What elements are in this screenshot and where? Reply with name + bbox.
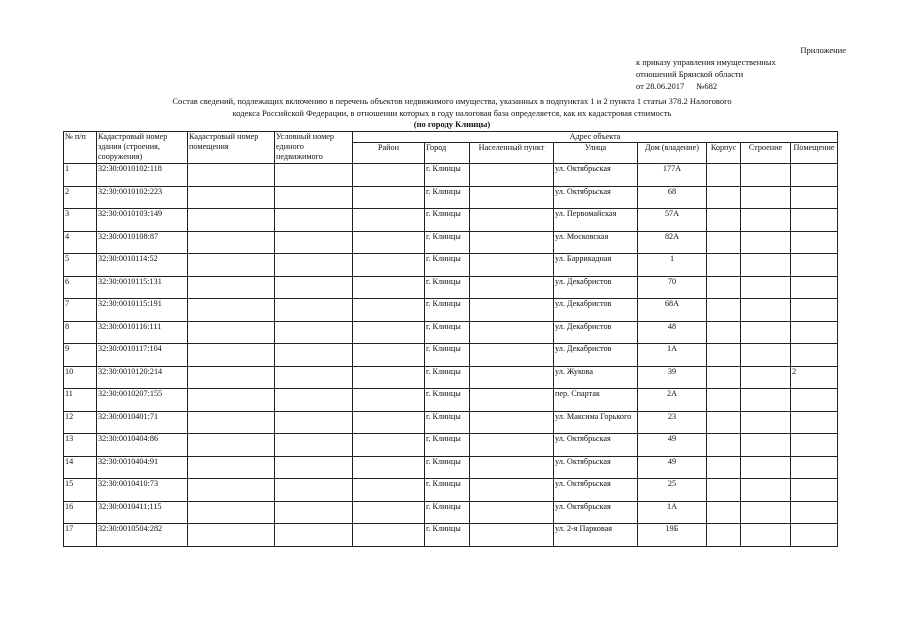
order-number: №682 [696,81,718,91]
address-group-header: Адрес объекта [353,132,838,143]
premises-cadastral-number-cell [188,479,275,502]
table-row [64,434,838,457]
building-cadastral-number-cell: 32:30:0010120:214 [97,366,188,389]
house-number-cell: 2А [638,389,707,412]
structure-cell [741,456,791,479]
building-cadastral-number-cell: 32:30:0010504:282 [97,524,188,547]
district-cell [353,276,425,299]
table-row [64,209,838,232]
property-table [63,131,838,547]
conditional-number-cell [275,501,353,524]
building-cadastral-number-cell: 32:30:0010207:155 [97,389,188,412]
premises-cadastral-number-cell [188,186,275,209]
row-number-cell: 13 [64,434,97,457]
street-cell: ул. Декабристов [554,299,638,322]
row-number-cell: 12 [64,411,97,434]
conditional-number-cell [275,164,353,187]
house-number-cell: 70 [638,276,707,299]
row-number-cell: 9 [64,344,97,367]
col-korpus-header: Корпус [707,143,741,164]
room-number-cell [791,209,838,232]
table-row [64,231,838,254]
settlement-cell [470,231,554,254]
city-cell: г. Клинцы [425,434,470,457]
settlement-cell [470,411,554,434]
korpus-cell [707,186,741,209]
order-date: от 28.06.2017 [636,81,685,91]
korpus-cell [707,164,741,187]
district-cell [353,501,425,524]
row-number-cell: 17 [64,524,97,547]
street-cell: ул. Октябрьская [554,186,638,209]
building-cadastral-number-cell: 32:30:0010115:131 [97,276,188,299]
col-street-header: Улица [554,143,638,164]
building-cadastral-number-cell: 32:30:0010102:118 [97,164,188,187]
room-number-cell [791,456,838,479]
building-cadastral-number-cell: 32:30:0010404:86 [97,434,188,457]
district-cell [353,434,425,457]
district-cell [353,389,425,412]
district-cell [353,456,425,479]
room-number-cell [791,231,838,254]
table-row [64,366,838,389]
conditional-number-cell [275,209,353,232]
settlement-cell [470,479,554,502]
settlement-cell [470,501,554,524]
structure-cell [741,209,791,232]
settlement-cell [470,456,554,479]
table-row [64,479,838,502]
premises-cadastral-number-cell [188,231,275,254]
room-number-cell [791,276,838,299]
structure-cell [741,479,791,502]
row-number-cell: 15 [64,479,97,502]
settlement-cell [470,254,554,277]
col-num-header: № п/п [64,132,97,164]
document-heading [110,96,794,131]
korpus-cell [707,276,741,299]
house-number-cell: 82А [638,231,707,254]
premises-cadastral-number-cell [188,276,275,299]
settlement-cell [470,366,554,389]
city-cell: г. Клинцы [425,411,470,434]
street-cell: ул. Первомайская [554,209,638,232]
korpus-cell [707,434,741,457]
house-number-cell: 49 [638,456,707,479]
korpus-cell [707,231,741,254]
house-number-cell: 177А [638,164,707,187]
building-cadastral-number-cell: 32:30:0010108:87 [97,231,188,254]
district-cell [353,321,425,344]
district-cell [353,231,425,254]
room-number-cell [791,524,838,547]
premises-cadastral-number-cell [188,254,275,277]
settlement-cell [470,344,554,367]
heading-city: (по городу Клинцы) [413,119,491,129]
street-cell: ул. Октябрьская [554,456,638,479]
korpus-cell [707,524,741,547]
appendix-order-ref [636,80,846,92]
city-cell: г. Клинцы [425,186,470,209]
building-cadastral-number-cell: 32:30:0010117:104 [97,344,188,367]
structure-cell [741,411,791,434]
col-structure-header: Строение [741,143,791,164]
city-cell: г. Клинцы [425,209,470,232]
house-number-cell: 48 [638,321,707,344]
conditional-number-cell [275,456,353,479]
building-cadastral-number-cell: 32:30:0010116:111 [97,321,188,344]
room-number-cell [791,501,838,524]
house-number-cell: 25 [638,479,707,502]
city-cell: г. Клинцы [425,479,470,502]
city-cell: г. Клинцы [425,231,470,254]
col-building-cad-header: Кадастровый номер здания (строения, сооружения) [97,132,188,164]
row-number-cell: 5 [64,254,97,277]
room-number-cell [791,344,838,367]
building-cadastral-number-cell: 32:30:0010114:52 [97,254,188,277]
structure-cell [741,321,791,344]
house-number-cell: 49 [638,434,707,457]
row-number-cell: 7 [64,299,97,322]
structure-cell [741,254,791,277]
korpus-cell [707,479,741,502]
street-cell: ул. 2-я Парковая [554,524,638,547]
row-number-cell: 11 [64,389,97,412]
conditional-number-cell [275,254,353,277]
room-number-cell [791,411,838,434]
room-number-cell [791,254,838,277]
table-row [64,321,838,344]
premises-cadastral-number-cell [188,501,275,524]
premises-cadastral-number-cell [188,366,275,389]
korpus-cell [707,389,741,412]
col-premises-cad-header: Кадастровый номер помещения [188,132,275,164]
heading-line-2: кодекса Российской Федерации, в отношении которых в году налоговая база определяется, как их кадастровая стоимость [232,107,672,118]
appendix-block [636,44,846,92]
district-cell [353,344,425,367]
structure-cell [741,501,791,524]
korpus-cell [707,299,741,322]
house-number-cell: 68 [638,186,707,209]
structure-cell [741,434,791,457]
conditional-number-cell [275,186,353,209]
district-cell [353,524,425,547]
district-cell [353,299,425,322]
row-number-cell: 16 [64,501,97,524]
table-row [64,524,838,547]
district-cell [353,164,425,187]
settlement-cell [470,389,554,412]
appendix-order-line: к приказу управления имущественных [636,57,776,67]
structure-cell [741,344,791,367]
conditional-number-cell [275,411,353,434]
settlement-cell [470,299,554,322]
row-number-cell: 2 [64,186,97,209]
korpus-cell [707,254,741,277]
house-number-cell: 1А [638,501,707,524]
house-number-cell: 1 [638,254,707,277]
district-cell [353,254,425,277]
korpus-cell [707,456,741,479]
premises-cadastral-number-cell [188,321,275,344]
city-cell: г. Клинцы [425,524,470,547]
house-number-cell: 19Б [638,524,707,547]
structure-cell [741,524,791,547]
conditional-number-cell [275,389,353,412]
row-number-cell: 3 [64,209,97,232]
table-row [64,254,838,277]
house-number-cell: 1А [638,344,707,367]
conditional-number-cell [275,276,353,299]
room-number-cell [791,389,838,412]
table-row [64,186,838,209]
house-number-cell: 39 [638,366,707,389]
table-row [64,344,838,367]
col-city-header: Город [425,143,470,164]
row-number-cell: 6 [64,276,97,299]
row-number-cell: 1 [64,164,97,187]
table-row [64,299,838,322]
structure-cell [741,366,791,389]
room-number-cell [791,299,838,322]
table-row [64,276,838,299]
street-cell: ул. Московская [554,231,638,254]
premises-cadastral-number-cell [188,434,275,457]
table-row [64,411,838,434]
conditional-number-cell [275,479,353,502]
building-cadastral-number-cell: 32:30:0010410:73 [97,479,188,502]
conditional-number-cell [275,344,353,367]
col-district-header: Район [353,143,425,164]
street-cell: ул. Декабристов [554,344,638,367]
settlement-cell [470,524,554,547]
district-cell [353,186,425,209]
conditional-number-cell [275,299,353,322]
table-header-row [64,132,838,143]
settlement-cell [470,209,554,232]
street-cell: ул. Баррикадная [554,254,638,277]
col-house-header: Дом (владение) [638,143,707,164]
settlement-cell [470,321,554,344]
district-cell [353,479,425,502]
korpus-cell [707,501,741,524]
structure-cell [741,389,791,412]
street-cell: ул. Максима Горького [554,411,638,434]
structure-cell [741,276,791,299]
table-row [64,501,838,524]
building-cadastral-number-cell: 32:30:0010411:115 [97,501,188,524]
building-cadastral-number-cell: 32:30:0010401:71 [97,411,188,434]
premises-cadastral-number-cell [188,456,275,479]
street-cell: ул. Октябрьская [554,434,638,457]
settlement-cell [470,434,554,457]
premises-cadastral-number-cell [188,524,275,547]
room-number-cell [791,321,838,344]
house-number-cell: 68А [638,299,707,322]
city-cell: г. Клинцы [425,276,470,299]
korpus-cell [707,344,741,367]
korpus-cell [707,366,741,389]
settlement-cell [470,276,554,299]
street-cell: ул. Жукова [554,366,638,389]
korpus-cell [707,411,741,434]
room-number-cell [791,186,838,209]
row-number-cell: 14 [64,456,97,479]
room-number-cell: 2 [791,366,838,389]
house-number-cell: 23 [638,411,707,434]
settlement-cell [470,186,554,209]
building-cadastral-number-cell: 32:30:0010404:91 [97,456,188,479]
street-cell: ул. Декабристов [554,321,638,344]
street-cell: ул. Октябрьская [554,479,638,502]
city-cell: г. Клинцы [425,299,470,322]
room-number-cell [791,434,838,457]
conditional-number-cell [275,524,353,547]
korpus-cell [707,209,741,232]
row-number-cell: 8 [64,321,97,344]
house-number-cell: 57А [638,209,707,232]
structure-cell [741,231,791,254]
district-cell [353,209,425,232]
table-row [64,164,838,187]
structure-cell [741,164,791,187]
table-row [64,456,838,479]
col-room-header: Помещение [791,143,838,164]
building-cadastral-number-cell: 32:30:0010102:223 [97,186,188,209]
city-cell: г. Клинцы [425,366,470,389]
district-cell [353,411,425,434]
premises-cadastral-number-cell [188,164,275,187]
district-cell [353,366,425,389]
street-cell: ул. Октябрьская [554,501,638,524]
appendix-dept-line: отношений Брянской области [636,69,744,79]
col-settlement-header: Населенный пункт [470,143,554,164]
col-conditional-header: Условный номер единого недвижимого [275,132,353,164]
premises-cadastral-number-cell [188,344,275,367]
row-number-cell: 4 [64,231,97,254]
settlement-cell [470,164,554,187]
premises-cadastral-number-cell [188,299,275,322]
city-cell: г. Клинцы [425,254,470,277]
room-number-cell [791,479,838,502]
conditional-number-cell [275,434,353,457]
city-cell: г. Клинцы [425,456,470,479]
premises-cadastral-number-cell [188,389,275,412]
table-row [64,389,838,412]
building-cadastral-number-cell: 32:30:0010115:191 [97,299,188,322]
street-cell: пер. Спартак [554,389,638,412]
premises-cadastral-number-cell [188,411,275,434]
premises-cadastral-number-cell [188,209,275,232]
structure-cell [741,299,791,322]
city-cell: г. Клинцы [425,321,470,344]
row-number-cell: 10 [64,366,97,389]
conditional-number-cell [275,366,353,389]
street-cell: ул. Декабристов [554,276,638,299]
street-cell: ул. Октябрьская [554,164,638,187]
building-cadastral-number-cell: 32:30:0010103:149 [97,209,188,232]
city-cell: г. Клинцы [425,164,470,187]
korpus-cell [707,321,741,344]
city-cell: г. Клинцы [425,344,470,367]
heading-line-1: Состав сведений, подлежащих включению в перечень объектов недвижимого имущества, указанных в подпунктах 1 и 2 пункта 1 статьи 378.2 Налогового [172,96,732,106]
appendix-label: Приложение [800,45,846,55]
conditional-number-cell [275,231,353,254]
conditional-number-cell [275,321,353,344]
city-cell: г. Клинцы [425,389,470,412]
room-number-cell [791,164,838,187]
structure-cell [741,186,791,209]
city-cell: г. Клинцы [425,501,470,524]
